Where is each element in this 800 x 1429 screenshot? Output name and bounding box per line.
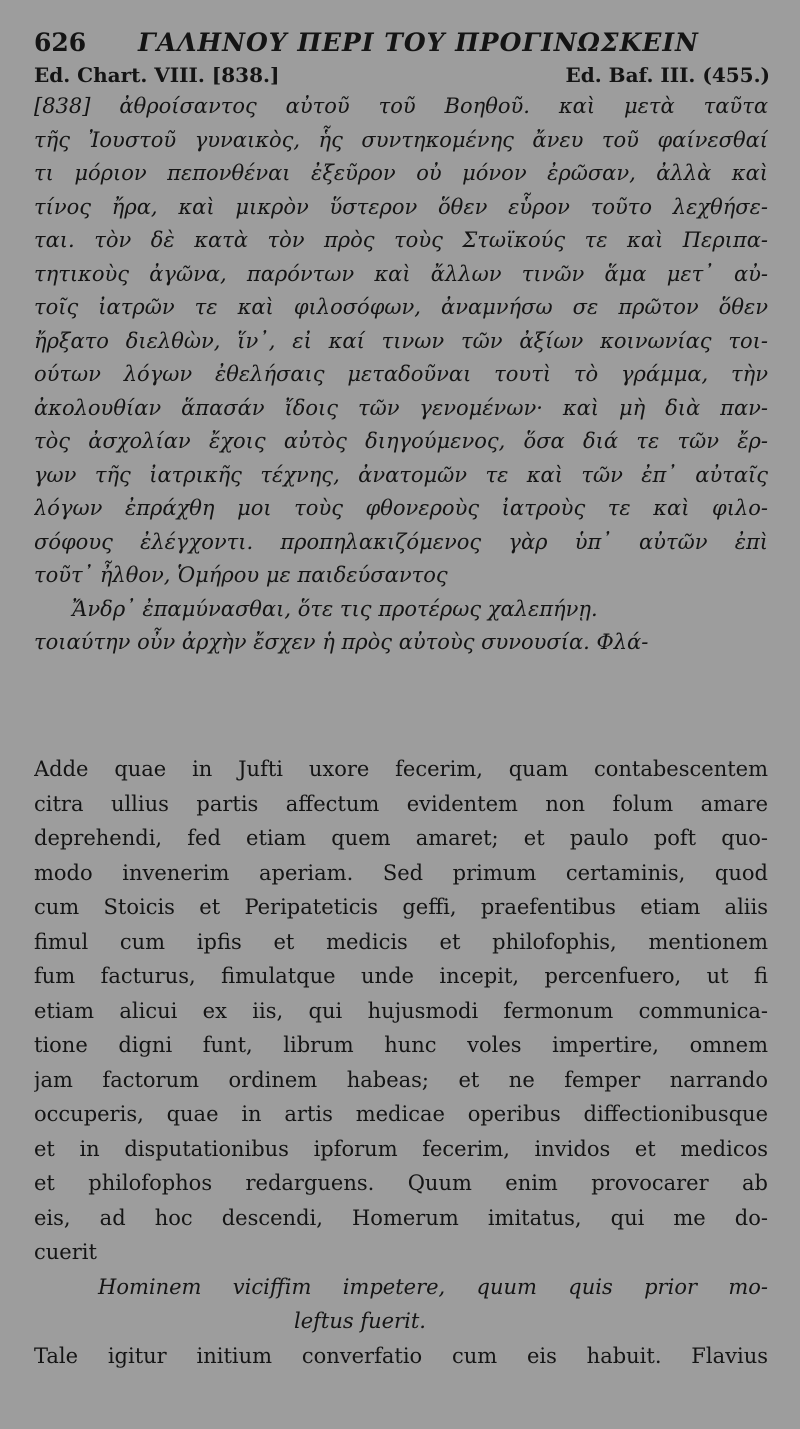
greek-verse-quote: Ἄνδρ᾽ ἐπαμύνασθαι, ὅτε τις προτέρως χαλεπήνῃ.: [72, 596, 598, 621]
latin-line: deprehendi, fed etiam quem amaret; et paulo poft quo-: [34, 826, 768, 850]
greek-line: γων τῆς ἰατρικῆς τέχνης, ἀνατομῶν τε καὶ τῶν ἐπ᾽ αὐταῖς: [34, 462, 768, 487]
running-title: ΓΑΛΗΝΟΥ ΠΕΡΙ ΤΟΥ ΠΡΟΓΙΝΩΣΚΕΙΝ: [138, 28, 699, 57]
page-number: 626: [34, 28, 87, 57]
greek-line: τοῦτ᾽ ἦλθον, Ὁμήρου με παιδεύσαντος: [34, 563, 448, 587]
latin-translation: [34, 752, 768, 1373]
latin-line: cum Stoicis et Peripateticis geffi, praefentibus etiam aliis: [34, 895, 768, 919]
latin-line: et philofophos redarguens. Quum enim provocarer ab: [34, 1171, 768, 1195]
latin-verse-quote-continuation: leftus fuerit.: [294, 1309, 426, 1333]
greek-line: [838] ἀθροίσαντος αὐτοῦ τοῦ Βοηθοῦ. καὶ μετὰ ταῦτα: [34, 94, 768, 118]
greek-line: τίνος ἤρα, καὶ μικρὸν ὕστερον ὅθεν εὗρον τοῦτο λεχθήσε-: [34, 194, 768, 219]
latin-line: et in disputationibus ipforum fecerim, invidos et medicos: [34, 1136, 768, 1161]
latin-closing-line: Tale igitur initium converfatio cum eis habuit. Flavius: [34, 1343, 768, 1368]
greek-line: ται. τὸν δὲ κατὰ τὸν πρὸς τοὺς Στωϊκούς τε καὶ Περιπα-: [34, 228, 768, 252]
latin-line: fum facturus, fimulatque unde incepit, percenfuero, ut fi: [34, 964, 768, 988]
latin-line: cuerit: [34, 1240, 97, 1264]
greek-line: τητικοὺς ἀγῶνα, παρόντων καὶ ἄλλων τινῶν ἅμα μετ᾽ αὐ-: [34, 261, 768, 286]
latin-line: tione digni funt, librum hunc voles impertire, omnem: [34, 1033, 768, 1057]
greek-line: ἤρξατο διελθὼν, ἵν᾽, εἰ καί τινων τῶν ἀξίων κοινωνίας τοι-: [34, 328, 768, 353]
greek-text: [34, 90, 768, 660]
greek-line: ούτων λόγων ἐθελήσαις μεταδοῦναι τουτὶ τὸ γράμμα, τὴν: [34, 362, 768, 386]
greek-line: τῆς Ἰουστοῦ γυναικὸς, ἧς συντηκομένης ἄνευ τοῦ φαίνεσθαί: [34, 127, 768, 152]
edition-ref-chartier: Ed. Chart. VIII. [838.]: [34, 63, 280, 87]
latin-line: modo invenerim aperiam. Sed primum certaminis, quod: [34, 860, 768, 885]
greek-line: σόφους ἐλέγχοντι. προπηλακιζόμενος γὰρ ὑπ᾽ αὐτῶν ἐπὶ: [34, 529, 768, 554]
greek-line: τὸς ἀσχολίαν ἔχοις αὐτὸς διηγούμενος, ὅσα διά τε τῶν ἔρ-: [34, 429, 768, 453]
greek-line: λόγων ἐπράχθη μοι τοὺς φθονεροὺς ἰατροὺς τε καὶ φιλο-: [34, 496, 768, 520]
greek-line: ἀκολουθίαν ἅπασάν ἴδοις τῶν γενομένων· καὶ μὴ διὰ παν-: [34, 395, 768, 420]
latin-verse-quote: Hominem viciffim impetere, quum quis prior mo-: [98, 1274, 768, 1299]
latin-line: fimul cum ipfis et medicis et philofophis, mentionem: [34, 929, 768, 954]
latin-line: eis, ad hoc descendi, Homerum imitatus, qui me do-: [34, 1205, 768, 1230]
latin-line: citra ullius partis affectum evidentem non folum amare: [34, 791, 768, 816]
greek-line: τοῖς ἰατρῶν τε καὶ φιλοσόφων, ἀναμνήσω σε πρῶτον ὅθεν: [34, 295, 768, 319]
greek-line: τι μόριον πεπονθέναι ἐξεῦρον οὐ μόνον ἐρῶσαν, ἀλλὰ καὶ: [34, 161, 768, 185]
latin-line: occuperis, quae in artis medicae operibus diffectionibusque: [34, 1102, 768, 1126]
edition-ref-basel: Ed. Baf. III. (455.): [565, 63, 770, 87]
latin-line: Adde quae in Jufti uxore fecerim, quam contabescentem: [34, 757, 768, 781]
latin-line: jam factorum ordinem habeas; et ne femper narrando: [34, 1067, 768, 1092]
greek-closing-line: τοιαύτην οὖν ἀρχὴν ἔσχεν ἡ πρὸς αὐτοὺς συνουσία. Φλά-: [34, 630, 649, 654]
latin-line: etiam alicui ex iis, qui hujusmodi fermonum communica-: [34, 998, 768, 1023]
